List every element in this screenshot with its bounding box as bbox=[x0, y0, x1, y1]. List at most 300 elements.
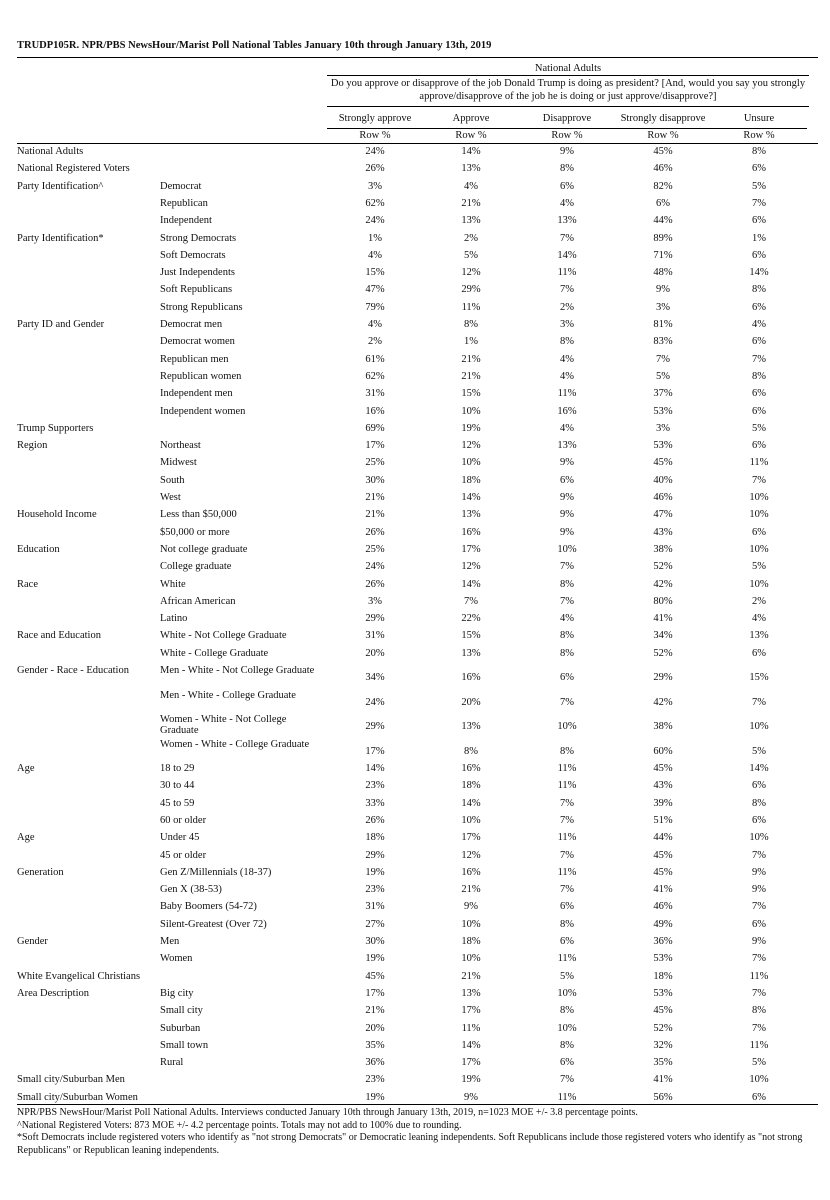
group-label: Party ID and Gender bbox=[17, 319, 105, 330]
cell-value: 20% bbox=[365, 647, 385, 659]
cell-value: 47% bbox=[365, 284, 385, 296]
cell-value: 13% bbox=[461, 215, 481, 227]
subgroup-label: Women - White - Not College Graduate bbox=[160, 714, 287, 736]
cell-value: 14% bbox=[461, 146, 481, 157]
cell-value: 17% bbox=[461, 832, 481, 844]
subgroup-label: Under 45 bbox=[160, 832, 200, 844]
cell-value: 5% bbox=[656, 370, 670, 382]
cell-value: 4% bbox=[368, 319, 382, 330]
cell-value: 18% bbox=[653, 970, 673, 982]
cell-value: 41% bbox=[653, 1074, 673, 1086]
cell-value: 20% bbox=[365, 1022, 385, 1034]
table-bottom-rule bbox=[17, 1104, 818, 1105]
subgroup-label: $50,000 or more bbox=[160, 526, 230, 538]
group-label: Region bbox=[17, 440, 48, 452]
top-rule bbox=[17, 57, 818, 58]
row-pct-label: Row % bbox=[519, 128, 615, 141]
cell-value: 8% bbox=[560, 1005, 574, 1017]
cell-value: 29% bbox=[365, 613, 385, 625]
cell-value: 10% bbox=[461, 953, 481, 965]
cell-value: 21% bbox=[365, 509, 385, 521]
cell-value: 11% bbox=[749, 970, 769, 982]
cell-value: 46% bbox=[653, 163, 673, 175]
cell-value: 45% bbox=[653, 849, 673, 861]
cell-value: 7% bbox=[560, 1074, 574, 1086]
cell-value: 6% bbox=[656, 197, 670, 209]
header-bottom-rule bbox=[17, 143, 818, 144]
group-label: Party Identification* bbox=[17, 232, 104, 244]
cell-value: 49% bbox=[653, 918, 673, 930]
col-header-unsure: Unsure bbox=[743, 113, 775, 124]
cell-value: 17% bbox=[365, 745, 385, 757]
footnotes bbox=[17, 1107, 817, 1157]
table-row bbox=[0, 440, 830, 457]
cell-value: 4% bbox=[560, 197, 574, 209]
table-row bbox=[0, 763, 830, 780]
cell-value: 15% bbox=[365, 267, 385, 279]
cell-value: 43% bbox=[653, 780, 673, 792]
cell-value: 9% bbox=[656, 284, 670, 296]
subgroup-label: Gen Z/Millennials (18-37) bbox=[160, 866, 272, 878]
cell-value: 10% bbox=[749, 492, 769, 503]
cell-value: 14% bbox=[557, 249, 577, 261]
cell-value: 16% bbox=[461, 672, 481, 683]
cell-value: 7% bbox=[752, 849, 766, 861]
cell-value: 45% bbox=[653, 866, 673, 878]
cell-value: 36% bbox=[365, 1057, 385, 1069]
cell-value: 24% bbox=[365, 696, 385, 708]
cell-value: 10% bbox=[557, 1022, 577, 1034]
subgroup-label: Republican men bbox=[160, 353, 229, 365]
cell-value: 13% bbox=[461, 721, 481, 732]
table-row bbox=[0, 163, 830, 180]
cell-value: 9% bbox=[560, 492, 574, 503]
group-label: White Evangelical Christians bbox=[17, 970, 141, 982]
cell-value: 18% bbox=[461, 936, 481, 947]
cell-value: 14% bbox=[461, 1039, 481, 1051]
cell-value: 6% bbox=[752, 336, 766, 348]
cell-value: 16% bbox=[461, 526, 481, 538]
cell-value: 14% bbox=[365, 763, 385, 774]
table-row bbox=[0, 714, 830, 739]
cell-value: 21% bbox=[365, 492, 385, 503]
subgroup-label: African American bbox=[160, 595, 236, 607]
cell-value: 39% bbox=[653, 797, 673, 809]
cell-value: 23% bbox=[365, 884, 385, 896]
footnote: *Soft Democrats include registered voters who identify as "not strong Democrats" or Democratic leaning independents. Soft Republicans include those registered voters who identify as "not strong Republicans" or Republican leaning independents. bbox=[17, 1132, 803, 1156]
subgroup-label: Independent bbox=[160, 215, 212, 227]
cell-value: 18% bbox=[461, 780, 481, 792]
cell-value: 7% bbox=[560, 849, 574, 861]
cell-value: 16% bbox=[461, 763, 481, 774]
cell-value: 10% bbox=[749, 509, 769, 521]
cell-value: 11% bbox=[557, 267, 577, 279]
cell-value: 35% bbox=[653, 1057, 673, 1069]
cell-value: 3% bbox=[368, 180, 382, 192]
cell-value: 19% bbox=[365, 866, 385, 878]
cell-value: 19% bbox=[365, 953, 385, 965]
table-row bbox=[0, 739, 830, 764]
cell-value: 5% bbox=[560, 970, 574, 982]
cell-value: 4% bbox=[560, 353, 574, 365]
table-row bbox=[0, 250, 830, 267]
cell-value: 36% bbox=[653, 936, 673, 947]
cell-value: 60% bbox=[653, 745, 673, 757]
cell-value: 6% bbox=[560, 474, 574, 486]
cell-value: 21% bbox=[461, 970, 481, 982]
subgroup-label: 60 or older bbox=[160, 814, 207, 826]
cell-value: 6% bbox=[560, 180, 574, 192]
cell-value: 7% bbox=[752, 901, 766, 913]
cell-value: 6% bbox=[752, 440, 766, 452]
cell-value: 11% bbox=[557, 953, 577, 965]
cell-value: 16% bbox=[557, 405, 577, 417]
cell-value: 11% bbox=[749, 457, 769, 469]
cell-value: 26% bbox=[365, 526, 385, 538]
table-row bbox=[0, 648, 830, 665]
cell-value: 31% bbox=[365, 630, 385, 642]
cell-value: 32% bbox=[653, 1039, 673, 1051]
row-pct-label: Row % bbox=[423, 128, 519, 141]
cell-value: 7% bbox=[560, 232, 574, 244]
cell-value: 14% bbox=[461, 797, 481, 809]
col-header-strongly-disapprove: Strongly disapprove bbox=[620, 113, 706, 124]
table-row bbox=[0, 1057, 830, 1074]
cell-value: 53% bbox=[653, 953, 673, 965]
cell-value: 7% bbox=[752, 353, 766, 365]
cell-value: 9% bbox=[560, 146, 574, 157]
subgroup-label: Latino bbox=[160, 613, 188, 625]
table-row bbox=[0, 544, 830, 561]
cell-value: 7% bbox=[752, 696, 766, 708]
cell-value: 5% bbox=[752, 422, 766, 434]
cell-value: 11% bbox=[557, 388, 577, 400]
cell-value: 13% bbox=[461, 509, 481, 521]
cell-value: 8% bbox=[752, 797, 766, 809]
cell-value: 7% bbox=[752, 953, 766, 965]
cell-value: 29% bbox=[365, 849, 385, 861]
cell-value: 9% bbox=[464, 1091, 478, 1103]
cell-value: 21% bbox=[365, 1005, 385, 1017]
cell-value: 18% bbox=[365, 832, 385, 844]
subgroup-label: Republican women bbox=[160, 370, 242, 382]
cell-value: 8% bbox=[752, 146, 766, 157]
subgroup-label: Women - White - College Graduate bbox=[160, 738, 310, 750]
subgroup-label: Soft Democrats bbox=[160, 249, 226, 261]
cell-value: 17% bbox=[461, 543, 481, 555]
table-row bbox=[0, 527, 830, 544]
cell-value: 13% bbox=[749, 630, 769, 642]
table-row bbox=[0, 1023, 830, 1040]
cell-value: 45% bbox=[653, 457, 673, 469]
cell-value: 10% bbox=[461, 405, 481, 417]
cell-value: 7% bbox=[752, 1022, 766, 1034]
cell-value: 19% bbox=[461, 1074, 481, 1086]
cell-value: 21% bbox=[461, 197, 481, 209]
cell-value: 8% bbox=[560, 918, 574, 930]
col-header-disapprove: Disapprove bbox=[542, 113, 592, 124]
table-row bbox=[0, 215, 830, 232]
cell-value: 3% bbox=[656, 422, 670, 434]
cell-value: 89% bbox=[653, 232, 673, 244]
cell-value: 6% bbox=[752, 301, 766, 313]
cell-value: 81% bbox=[653, 319, 673, 330]
cell-value: 26% bbox=[365, 163, 385, 175]
cell-value: 24% bbox=[365, 561, 385, 573]
table-header bbox=[327, 63, 809, 107]
cell-value: 21% bbox=[461, 353, 481, 365]
cell-value: 12% bbox=[461, 440, 481, 452]
cell-value: 69% bbox=[365, 422, 385, 434]
subgroup-label: Small town bbox=[160, 1039, 209, 1051]
cell-value: 6% bbox=[560, 672, 574, 683]
cell-value: 71% bbox=[653, 249, 673, 261]
cell-value: 13% bbox=[557, 440, 577, 452]
col-header-approve: Approve bbox=[452, 113, 490, 124]
group-label: Small city/Suburban Women bbox=[17, 1091, 138, 1103]
cell-value: 44% bbox=[653, 832, 673, 844]
cell-value: 7% bbox=[656, 353, 670, 365]
table-row bbox=[0, 613, 830, 630]
subgroup-label: Men - White - Not College Graduate bbox=[160, 665, 315, 676]
population-label: National Adults bbox=[327, 63, 809, 76]
cell-value: 25% bbox=[365, 543, 385, 555]
cell-value: 34% bbox=[653, 630, 673, 642]
cell-value: 14% bbox=[749, 763, 769, 774]
table-row bbox=[0, 319, 830, 336]
cell-value: 41% bbox=[653, 613, 673, 625]
cell-value: 33% bbox=[365, 797, 385, 809]
cell-value: 7% bbox=[560, 595, 574, 607]
table-row bbox=[0, 579, 830, 596]
row-pct-label: Row % bbox=[711, 128, 807, 141]
cell-value: 62% bbox=[365, 370, 385, 382]
cell-value: 43% bbox=[653, 526, 673, 538]
cell-value: 6% bbox=[752, 163, 766, 175]
group-label: National Registered Voters bbox=[17, 163, 130, 175]
table-row bbox=[0, 630, 830, 647]
cell-value: 12% bbox=[461, 267, 481, 279]
group-label: Household Income bbox=[17, 509, 97, 521]
table-row bbox=[0, 1005, 830, 1022]
cell-value: 10% bbox=[461, 918, 481, 930]
table-row bbox=[0, 336, 830, 353]
cell-value: 4% bbox=[464, 180, 478, 192]
cell-value: 38% bbox=[653, 543, 673, 555]
subgroup-label: White - Not College Graduate bbox=[160, 630, 287, 642]
cell-value: 8% bbox=[560, 1039, 574, 1051]
subgroup-label: White - College Graduate bbox=[160, 647, 269, 659]
cell-value: 10% bbox=[557, 987, 577, 999]
cell-value: 11% bbox=[557, 763, 577, 774]
cell-value: 10% bbox=[557, 543, 577, 555]
cell-value: 26% bbox=[365, 814, 385, 826]
cell-value: 5% bbox=[752, 745, 766, 757]
cell-value: 20% bbox=[461, 696, 481, 708]
table-row bbox=[0, 509, 830, 526]
subgroup-label: Women bbox=[160, 953, 193, 965]
cell-value: 11% bbox=[461, 301, 481, 313]
group-label: Small city/Suburban Men bbox=[17, 1074, 125, 1086]
cell-value: 30% bbox=[365, 474, 385, 486]
table-row bbox=[0, 354, 830, 371]
cell-value: 52% bbox=[653, 647, 673, 659]
cell-value: 21% bbox=[461, 370, 481, 382]
group-label: Education bbox=[17, 543, 60, 555]
table-row bbox=[0, 302, 830, 319]
cell-value: 9% bbox=[560, 526, 574, 538]
table-row bbox=[0, 850, 830, 867]
cell-value: 4% bbox=[752, 613, 766, 625]
table-row bbox=[0, 971, 830, 988]
cell-value: 10% bbox=[749, 832, 769, 844]
cell-value: 5% bbox=[752, 561, 766, 573]
cell-value: 24% bbox=[365, 146, 385, 157]
group-label: Generation bbox=[17, 866, 64, 878]
cell-value: 5% bbox=[464, 249, 478, 261]
cell-value: 23% bbox=[365, 1074, 385, 1086]
table-row bbox=[0, 1040, 830, 1057]
cell-value: 6% bbox=[560, 901, 574, 913]
subgroup-label: White bbox=[160, 578, 186, 590]
cell-value: 8% bbox=[752, 284, 766, 296]
cell-value: 15% bbox=[749, 672, 769, 683]
cell-value: 15% bbox=[461, 388, 481, 400]
cell-value: 12% bbox=[461, 849, 481, 861]
group-label: Gender - Race - Education bbox=[17, 665, 129, 676]
table-row bbox=[0, 919, 830, 936]
cell-value: 4% bbox=[560, 613, 574, 625]
cell-value: 46% bbox=[653, 901, 673, 913]
cell-value: 18% bbox=[461, 474, 481, 486]
cell-value: 7% bbox=[752, 197, 766, 209]
cell-value: 45% bbox=[653, 146, 673, 157]
table-row bbox=[0, 181, 830, 198]
cell-value: 13% bbox=[461, 647, 481, 659]
table-row bbox=[0, 492, 830, 509]
cell-value: 12% bbox=[461, 561, 481, 573]
cell-value: 2% bbox=[752, 595, 766, 607]
cell-value: 15% bbox=[461, 630, 481, 642]
cell-value: 6% bbox=[752, 918, 766, 930]
subgroup-label: Northeast bbox=[160, 440, 201, 452]
cell-value: 7% bbox=[560, 561, 574, 573]
table-row bbox=[0, 198, 830, 215]
cell-value: 19% bbox=[461, 422, 481, 434]
subgroup-label: Strong Democrats bbox=[160, 232, 237, 244]
footnote: ^National Registered Voters: 873 MOE +/- 4.2 percentage points. Totals may not add to 100% due to rounding. bbox=[17, 1119, 462, 1131]
cell-value: 6% bbox=[752, 249, 766, 261]
table-row bbox=[0, 832, 830, 849]
cell-value: 2% bbox=[368, 336, 382, 348]
cell-value: 4% bbox=[560, 370, 574, 382]
cell-value: 6% bbox=[752, 405, 766, 417]
cell-value: 7% bbox=[752, 474, 766, 486]
cell-value: 53% bbox=[653, 440, 673, 452]
cell-value: 7% bbox=[560, 696, 574, 708]
table-row bbox=[0, 596, 830, 613]
cell-value: 48% bbox=[653, 267, 673, 279]
cell-value: 23% bbox=[365, 780, 385, 792]
cell-value: 56% bbox=[653, 1091, 673, 1103]
table-row bbox=[0, 267, 830, 284]
subgroup-label: College graduate bbox=[160, 561, 232, 573]
cell-value: 61% bbox=[365, 353, 385, 365]
cell-value: 35% bbox=[365, 1039, 385, 1051]
group-label: Age bbox=[17, 832, 35, 844]
cell-value: 9% bbox=[752, 866, 766, 878]
cell-value: 17% bbox=[365, 440, 385, 452]
cell-value: 9% bbox=[560, 509, 574, 521]
cell-value: 14% bbox=[461, 578, 481, 590]
table-row bbox=[0, 371, 830, 388]
subgroup-label: 30 to 44 bbox=[160, 780, 195, 792]
cell-value: 7% bbox=[560, 797, 574, 809]
subgroup-label: 45 or older bbox=[160, 849, 207, 861]
cell-value: 82% bbox=[653, 180, 673, 192]
cell-value: 42% bbox=[653, 578, 673, 590]
cell-value: 29% bbox=[461, 284, 481, 296]
cell-value: 22% bbox=[461, 613, 481, 625]
cell-value: 13% bbox=[557, 215, 577, 227]
cell-value: 83% bbox=[653, 336, 673, 348]
cell-value: 19% bbox=[365, 1091, 385, 1103]
group-label: Party Identification^ bbox=[17, 180, 104, 192]
cell-value: 11% bbox=[749, 1039, 769, 1051]
cell-value: 34% bbox=[365, 672, 385, 683]
cell-value: 29% bbox=[365, 721, 385, 732]
cell-value: 11% bbox=[557, 780, 577, 792]
cell-value: 25% bbox=[365, 457, 385, 469]
subgroup-label: 45 to 59 bbox=[160, 797, 195, 809]
cell-value: 8% bbox=[560, 336, 574, 348]
cell-value: 14% bbox=[749, 267, 769, 279]
cell-value: 6% bbox=[752, 647, 766, 659]
cell-value: 42% bbox=[653, 696, 673, 708]
subgroup-label: Just Independents bbox=[160, 267, 235, 279]
subgroup-label: Independent men bbox=[160, 388, 233, 400]
cell-value: 27% bbox=[365, 918, 385, 930]
cell-value: 7% bbox=[464, 595, 478, 607]
cell-value: 4% bbox=[752, 319, 766, 330]
cell-value: 6% bbox=[752, 388, 766, 400]
group-label: Race bbox=[17, 578, 38, 590]
cell-value: 5% bbox=[752, 1057, 766, 1069]
cell-value: 4% bbox=[560, 422, 574, 434]
cell-value: 6% bbox=[752, 1091, 766, 1103]
table-row bbox=[0, 423, 830, 440]
cell-value: 52% bbox=[653, 1022, 673, 1034]
cell-value: 6% bbox=[560, 1057, 574, 1069]
cell-value: 7% bbox=[752, 987, 766, 999]
table-row bbox=[0, 457, 830, 474]
cell-value: 8% bbox=[560, 745, 574, 757]
table-row bbox=[0, 953, 830, 970]
subgroup-label: Men bbox=[160, 936, 180, 947]
group-label: Gender bbox=[17, 936, 48, 947]
subgroup-label: Small city bbox=[160, 1005, 203, 1017]
cell-value: 62% bbox=[365, 197, 385, 209]
cell-value: 9% bbox=[752, 884, 766, 896]
cell-value: 53% bbox=[653, 405, 673, 417]
cell-value: 3% bbox=[368, 595, 382, 607]
subgroup-label: Soft Republicans bbox=[160, 284, 233, 296]
cell-value: 8% bbox=[464, 319, 478, 330]
cell-value: 11% bbox=[557, 866, 577, 878]
table-row bbox=[0, 867, 830, 884]
group-label: Area Description bbox=[17, 987, 90, 999]
table-row bbox=[0, 815, 830, 832]
